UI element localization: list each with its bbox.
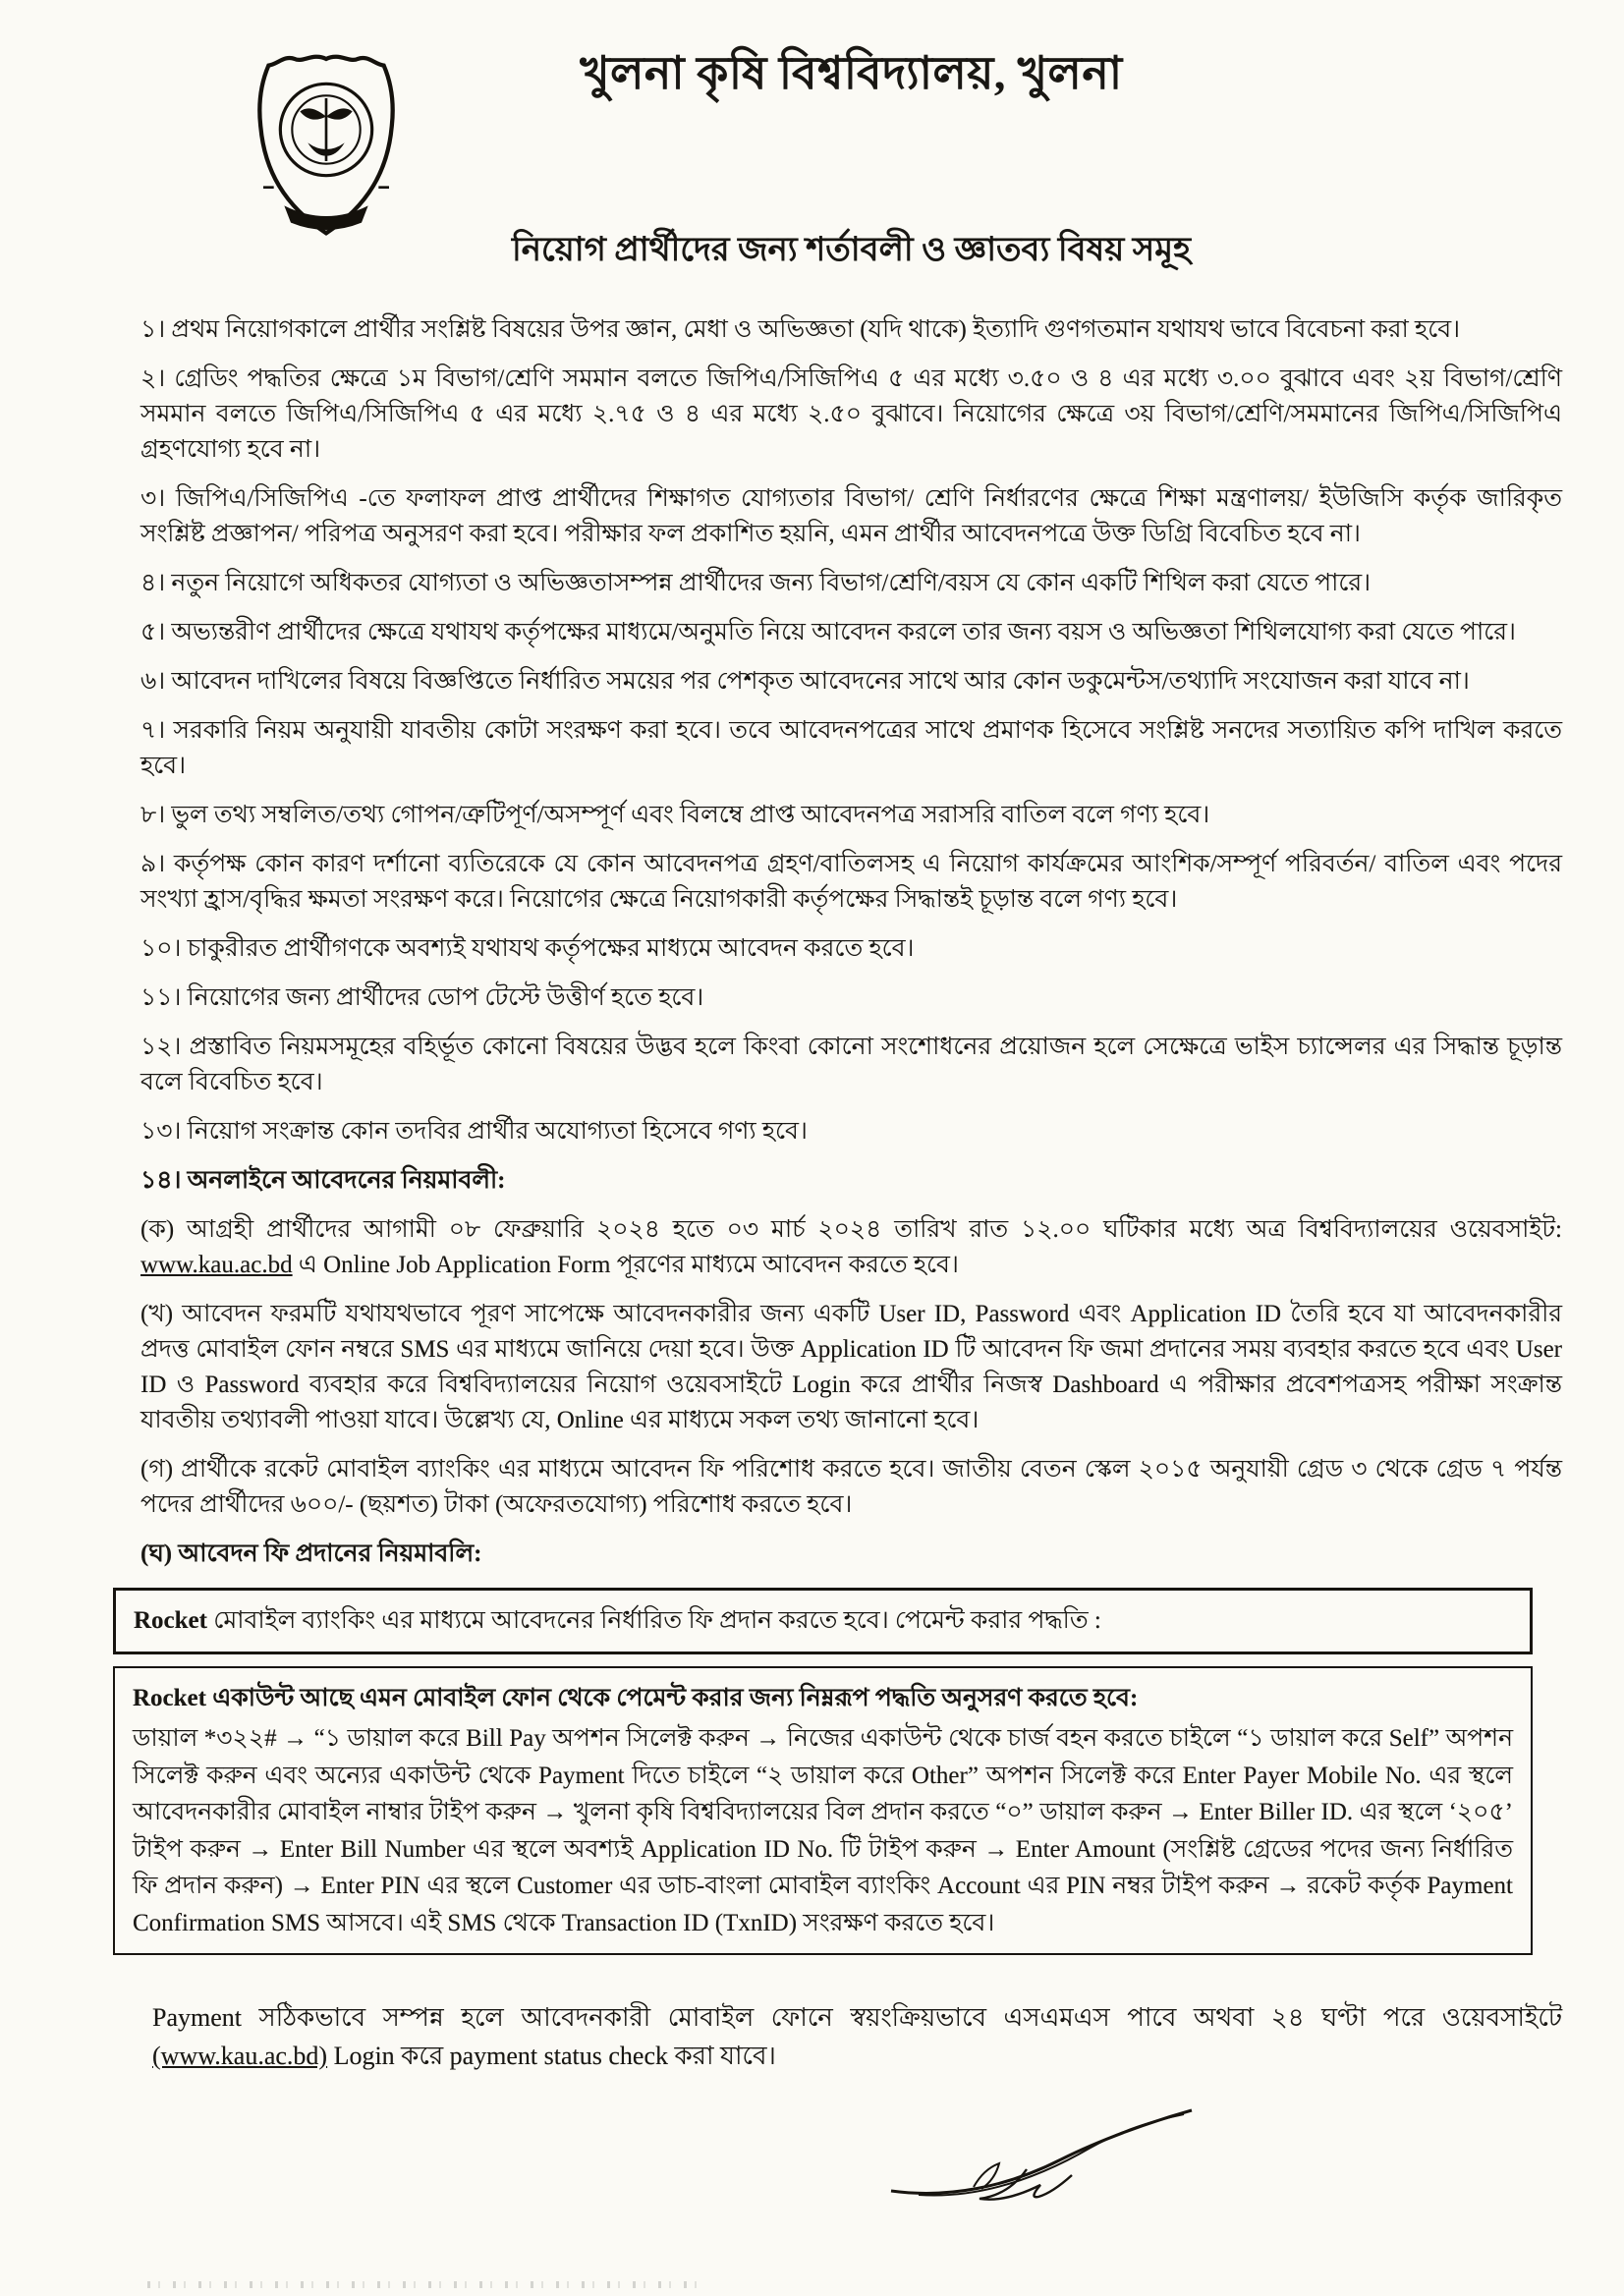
payment-steps-intro-text: একাউন্ট আছে এমন মোবাইল ফোন থেকে পেমেন্ট করার জন্য নিম্নরূপ পদ্ধতি অনুসরণ করতে হবে: xyxy=(212,1684,1139,1711)
term-item xyxy=(140,566,1562,601)
term-text: অভ্যন্তরীণ প্রার্থীদের ক্ষেত্রে যথাযথ কর্তৃপক্ষের মাধ্যমে/অনুমতি নিয়ে আবেদন করলে তার জন্য বয়স ও অভিজ্ঞতা শিথিলযোগ্য করা যেতে পারে। xyxy=(171,619,1516,645)
scan-noise-artifact xyxy=(147,2281,698,2288)
payment-method-line xyxy=(134,1602,1512,1640)
term-number: ১২। xyxy=(140,1034,182,1060)
term-text: প্রস্তাবিত নিয়মসমূহের বহির্ভূত কোনো বিষয়ের উদ্ভব হলে কিংবা কোনো সংশোধনের প্রয়োজন হলে সেক্ষেত্রে ভাইস চ্যান্সেলর এর সিদ্ধান্ত চূড়ান্ত বলে বিবেচিত হবে। xyxy=(140,1034,1562,1095)
payment-steps-intro xyxy=(133,1680,1513,1717)
rule-item-ga xyxy=(140,1452,1562,1523)
rule-item-gha xyxy=(140,1537,1562,1572)
term-text: ভুল তথ্য সম্বলিত/তথ্য গোপন/ত্রুটিপূর্ণ/অসম্পূর্ণ এবং বিলম্বে প্রাপ্ত আবেদনপত্র সরাসরি বাতিল বলে গণ্য হবে। xyxy=(171,802,1210,828)
document-header xyxy=(140,39,1562,312)
term-text: আবেদন দাখিলের বিষয়ে বিজ্ঞপ্তিতে নির্ধারিত সময়ের পর পেশকৃত আবেদনের সাথে আর কোন ডকুমেন্টস/তথ্যাদি সংযোজন করা যাবে না। xyxy=(171,668,1470,695)
term-item xyxy=(140,713,1562,784)
term-number: ৯। xyxy=(140,851,166,877)
notice-subtitle: নিয়োগ প্রার্থীদের জন্য শর্তাবলী ও জ্ঞাতব্য বিষয় সমূহ xyxy=(512,232,1191,268)
signature-mark xyxy=(879,2100,1204,2218)
term-number: ১। xyxy=(140,316,166,343)
term-item xyxy=(140,980,1562,1016)
term-text: চাকুরীরত প্রার্থীগণকে অবশ্যই যথাযথ কর্তৃপক্ষের মাধ্যমে আবেদন করতে হবে। xyxy=(187,935,915,962)
online-rules-heading-text: অনলাইনে আবেদনের নিয়মাবলী: xyxy=(187,1167,506,1194)
term-item xyxy=(140,312,1562,348)
term-text: নিয়োগের জন্য প্রার্থীদের ডোপ টেস্টে উত্তীর্ণ হতে হবে। xyxy=(187,984,704,1011)
term-text: গ্রেডিং পদ্ধতির ক্ষেত্রে ১ম বিভাগ/শ্রেণি সমমান বলতে জিপিএ/সিজিপিএ ৫ এর মধ্যে ৩.৫০ ও ৪ এর মধ্যে ৩.০০ বুঝাবে এবং ২য় বিভাগ/শ্রেণি সমমান বলতে জিপিএ/সিজিপিএ ৫ এর মধ্যে ২.৭৫ ও ৪ এর মধ্যে ২.৫০ বুঝাবে। নিয়োগের ক্ষেত্রে ৩য় বিভাগ/শ্রেণি/সমমানের জিপিএ/সিজিপিএ গ্রহণযোগ্য হবে না। xyxy=(140,365,1562,463)
payment-status-note xyxy=(140,1998,1562,2075)
term-item xyxy=(140,1030,1562,1100)
term-text: জিপিএ/সিজিপিএ -তে ফলাফল প্রাপ্ত প্রার্থীদের শিক্ষাগত যোগ্যতার বিভাগ/ শ্রেণি নির্ধারণের ক্ষেত্রে শিক্ষা মন্ত্রণালয়/ ইউজিসি কর্তৃক জারিকৃত সংশ্লিষ্ট প্রজ্ঞাপন/ পরিপত্র অনুসরণ করা হবে। পরীক্ষার ফল প্রকাশিত হয়নি, এমন প্রার্থীর আবেদনপত্রে উক্ত ডিগ্রি বিবেচিত হবে না। xyxy=(140,485,1562,547)
rule-letter: (ঘ) xyxy=(140,1540,173,1567)
term-number: ১৩। xyxy=(140,1118,182,1145)
rule-text: এ Online Job Application Form পূরণের মাধ্যমে আবেদন করতে হবে। xyxy=(298,1252,959,1278)
term-number: ৭। xyxy=(140,717,166,744)
rocket-brand-label: Rocket xyxy=(133,1684,206,1711)
rule-letter: (খ) xyxy=(140,1301,174,1327)
term-item xyxy=(140,1114,1562,1149)
term-item xyxy=(140,931,1562,967)
payment-method-box xyxy=(113,1588,1533,1654)
rule-text: আগ্রহী প্রার্থীদের আগামী ০৮ ফেব্রুয়ারি ২০২৪ হতে ০৩ মার্চ ২০২৪ তারিখ রাত ১২.০০ ঘটিকার মধ্যে অত্র বিশ্ববিদ্যালয়ের ওয়েবসাইট: xyxy=(187,1216,1563,1243)
term-item xyxy=(140,798,1562,833)
university-name: খুলনা কৃষি বিশ্ববিদ্যালয়, খুলনা xyxy=(580,48,1123,98)
rule-text: আবেদন ফরমটি যথাযথভাবে পূরণ সাপেক্ষে আবেদনকারীর জন্য একটি User ID, Password এবং Application ID তৈরি হবে যা আবেদনকারীর প্রদত্ত মোবাইল ফোন নম্বরে SMS এর মাধ্যমে জানিয়ে দেয়া হবে। উক্ত Application ID টি আবেদন ফি জমা প্রদানের সময় ব্যবহার করতে হবে এবং User ID ও Password ব্যবহার করে বিশ্ববিদ্যালয়ের নিয়োগ ওয়েবসাইটে Login করে প্রার্থীর নিজস্ব Dashboard এ পরীক্ষার প্রবেশপত্রসহ পরীক্ষা সংক্রান্ত যাবতীয় তথ্যাবলী পাওয়া যাবে। উল্লেখ্য যে, Online এর মাধ্যমে সকল তথ্য জানানো হবে। xyxy=(140,1301,1562,1433)
term-text: কর্তৃপক্ষ কোন কারণ দর্শানো ব্যতিরেকে যে কোন আবেদনপত্র গ্রহণ/বাতিলসহ এ নিয়োগ কার্যক্রমের আংশিক/সম্পূর্ণ পরিবর্তন/ বাতিল এবং পদের সংখ্যা হ্রাস/বৃদ্ধির ক্ষমতা সংরক্ষণ করে। নিয়োগের ক্ষেত্রে নিয়োগকারী কর্তৃপক্ষের সিদ্ধান্তই চূড়ান্ত বলে গণ্য হবে। xyxy=(140,851,1562,913)
term-item xyxy=(140,664,1562,700)
term-number: ৮। xyxy=(140,802,166,828)
payment-steps-text: ডায়াল *৩২২# → “১ ডায়াল করে Bill Pay অপশন সিলেক্ট করুন → নিজের একাউন্ট থেকে চার্জ বহন করতে চাইলে “১ ডায়াল করে Self” অপশন সিলেক্ট করুন এবং অন্যের একাউন্ট থেকে Payment দিতে চাইলে “২ ডায়াল করে Other” অপশন সিলেক্ট করে Enter Payer Mobile No. এর স্থলে আবেদনকারীর মোবাইল নাম্বার টাইপ করুন → খুলনা কৃষি বিশ্ববিদ্যালয়ের বিল প্রদান করতে “০” ডায়াল করুন → Enter Biller ID. এর স্থলে ‘২০৫’ টাইপ করুন → Enter Bill Number এর স্থলে অবশ্যই Application ID No. টি টাইপ করুন → Enter Amount (সংশ্লিষ্ট গ্রেডের পদের জন্য নির্ধারিত ফি প্রদান করুন) → Enter PIN এর স্থলে Customer এর ডাচ-বাংলা মোবাইল ব্যাংকিং Account এর PIN নম্বর টাইপ করুন → রকেট কর্তৃক Payment Confirmation SMS আসবে। এই SMS থেকে Transaction ID (TxnID) সংরক্ষণ করতে হবে। xyxy=(133,1725,1513,1936)
website-url: www.kau.ac.bd xyxy=(140,1252,293,1278)
term-number: ২। xyxy=(140,365,166,392)
term-number: ১১। xyxy=(140,984,182,1011)
payment-steps-box xyxy=(113,1666,1533,1956)
term-text: নিয়োগ সংক্রান্ত কোন তদবির প্রার্থীর অযোগ্যতা হিসেবে গণ্য হবে। xyxy=(187,1118,808,1145)
closing-text: Payment সঠিকভাবে সম্পন্ন হলে আবেদনকারী মোবাইল ফোনে স্বয়ংক্রিয়ভাবে এসএমএস পাবে অথবা ২৪ ঘণ্টা পরে ওয়েবসাইটে xyxy=(152,2003,1562,2032)
term-text: নতুন নিয়োগে অধিকতর যোগ্যতা ও অভিজ্ঞতাসম্পন্ন প্রার্থীদের জন্য বিভাগ/শ্রেণি/বয়স যে কোন একটি শিথিল করা যেতে পারে। xyxy=(171,570,1372,596)
term-number: ১৪। xyxy=(140,1167,182,1194)
payment-method-text: মোবাইল ব্যাংকিং এর মাধ্যমে আবেদনের নির্ধারিত ফি প্রদান করতে হবে। পেমেন্ট করার পদ্ধতি : xyxy=(213,1607,1101,1634)
rule-item-kha xyxy=(140,1297,1562,1438)
rule-item-ka xyxy=(140,1212,1562,1283)
closing-text: Login করে payment status check করা যাবে। xyxy=(333,2042,776,2070)
university-logo-seal xyxy=(247,51,406,248)
term-text: সরকারি নিয়ম অনুযায়ী যাবতীয় কোটা সংরক্ষণ করা হবে। তবে আবেদনপত্রের সাথে প্রমাণক হিসেবে সংশ্লিষ্ট সনদের সত্যায়িত কপি দাখিল করতে হবে। xyxy=(140,717,1562,779)
term-number: ৪। xyxy=(140,570,166,596)
website-url: (www.kau.ac.bd) xyxy=(152,2042,328,2070)
term-item xyxy=(140,362,1562,468)
term-number: ১০। xyxy=(140,935,182,962)
rule-letter: (ক) xyxy=(140,1216,175,1243)
rocket-brand-label: Rocket xyxy=(134,1607,207,1634)
notice-body xyxy=(133,312,1563,2218)
rule-text: প্রার্থীকে রকেট মোবাইল ব্যাংকিং এর মাধ্যমে আবেদন ফি পরিশোধ করতে হবে। জাতীয় বেতন স্কেল ২০১৫ অনুযায়ী গ্রেড ৩ থেকে গ্রেড ৭ পর্যন্ত পদের প্রার্থীদের ৬০০/- (ছয়শত) টাকা (অফেরতযোগ্য) পরিশোধ করতে হবে। xyxy=(140,1456,1562,1518)
term-text: প্রথম নিয়োগকালে প্রার্থীর সংশ্লিষ্ট বিষয়ের উপর জ্ঞান, মেধা ও অভিজ্ঞতা (যদি থাকে) ইত্যাদি গুণগতমান যথাযথ ভাবে বিবেচনা করা হবে। xyxy=(171,316,1461,343)
term-number: ৩। xyxy=(140,485,166,512)
term-item xyxy=(140,481,1562,552)
term-number: ৫। xyxy=(140,619,166,645)
rule-text: আবেদন ফি প্রদানের নিয়মাবলি: xyxy=(178,1540,482,1567)
term-item xyxy=(140,847,1562,918)
online-rules-heading xyxy=(140,1163,1562,1199)
term-number: ৬। xyxy=(140,668,166,695)
rule-letter: (গ) xyxy=(140,1456,174,1483)
term-item xyxy=(140,615,1562,650)
